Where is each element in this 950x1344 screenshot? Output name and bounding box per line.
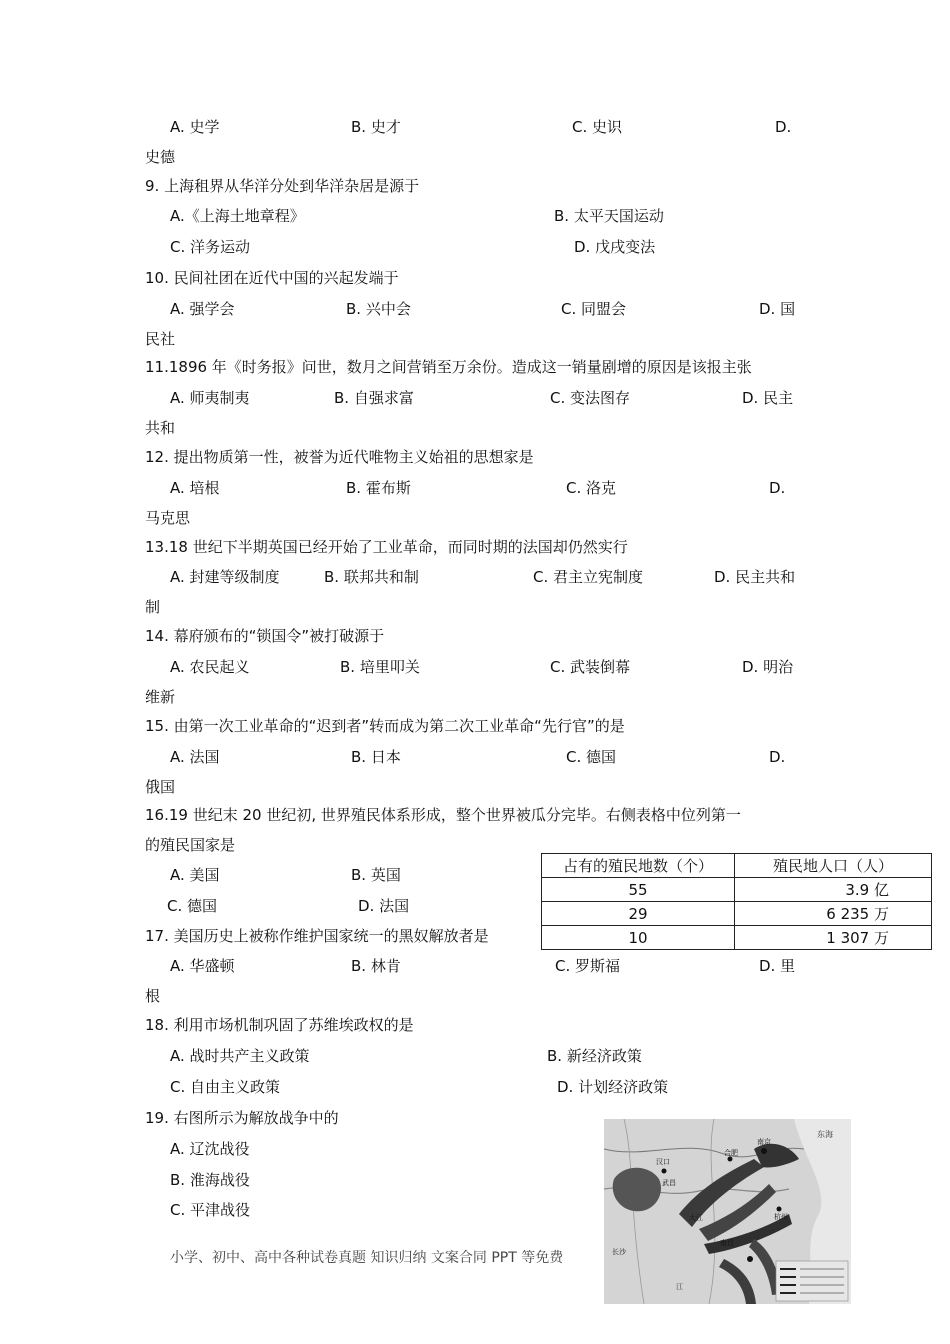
q9-option-b: B. 太平天国运动 (554, 207, 664, 225)
map-label: 东海 (817, 1130, 833, 1139)
q15-stem: 15. 由第一次工业革命的“迟到者”转而成为第二次工业革命“先行官”的是 (145, 717, 625, 735)
q17-stem: 17. 美国历史上被称作维护国家统一的黑奴解放者是 (145, 927, 489, 945)
q10-option-d-wrap: 民社 (145, 330, 176, 348)
q15-option-d: D. (769, 748, 786, 766)
q16-stem: 16.19 世纪末 20 世纪初, 世界殖民体系形成，整个世界被瓜分完毕。右侧表格中位列第一 (145, 806, 741, 824)
q18-option-c: C. 自由主义政策 (170, 1078, 281, 1096)
table-cell: 29 (542, 902, 735, 926)
q12-option-d-wrap: 马克思 (145, 509, 191, 527)
table-header-cell: 殖民地人口（人） (735, 854, 932, 878)
q18-stem: 18. 利用市场机制巩固了苏维埃政权的是 (145, 1016, 414, 1034)
q11-option-b: B. 自强求富 (334, 389, 414, 407)
q13-option-a: A. 封建等级制度 (170, 568, 280, 586)
table-cell: 10 (542, 926, 735, 950)
q16-option-c: C. 德国 (167, 897, 218, 915)
q10-option-c: C. 同盟会 (561, 300, 627, 318)
q11-option-a: A. 师夷制夷 (170, 389, 250, 407)
q10-option-d: D. 国 (759, 300, 796, 318)
q13-option-b: B. 联邦共和制 (324, 568, 419, 586)
q17-option-a: A. 华盛顿 (170, 957, 235, 975)
q15-option-d-wrap: 俄国 (145, 778, 176, 796)
q10-stem: 10. 民间社团在近代中国的兴起发端于 (145, 269, 399, 287)
map-label: 杭州 (774, 1213, 788, 1221)
q8-option-d: D. (775, 118, 792, 136)
map-label: 南京 (757, 1138, 771, 1146)
q13-option-d: D. 民主共和 (714, 568, 796, 586)
q16-option-b: B. 英国 (351, 866, 401, 884)
q11-option-c: C. 变法图存 (550, 389, 631, 407)
table-row (542, 902, 932, 926)
table-header-cell: 占有的殖民地数（个） (542, 854, 735, 878)
q13-option-d-wrap: 制 (145, 598, 161, 616)
table-row (542, 878, 932, 902)
q11-option-d-wrap: 共和 (145, 419, 176, 437)
q11-stem: 11.1896 年《时务报》问世，数月之间营销至万余份。造成这一销量剧增的原因是该报主张 (145, 358, 752, 376)
q10-option-b: B. 兴中会 (346, 300, 411, 318)
q10-option-a: A. 强学会 (170, 300, 235, 318)
q8-option-c: C. 史识 (572, 118, 623, 136)
q17-option-b: B. 林肯 (351, 957, 401, 975)
q14-option-b: B. 培里叩关 (340, 658, 420, 676)
q15-option-c: C. 德国 (566, 748, 617, 766)
map-label: 汉口 (656, 1158, 670, 1166)
table-cell: 6 235 万 (735, 902, 932, 926)
map-label: 大江 (689, 1214, 703, 1222)
table-cell: 1 307 万 (735, 926, 932, 950)
q9-option-d: D. 戊戌变法 (574, 238, 656, 256)
q14-option-d: D. 明治 (742, 658, 794, 676)
q18-option-a: A. 战时共产主义政策 (170, 1047, 310, 1065)
map-label: 长沙 (612, 1248, 626, 1256)
q12-option-c: C. 洛克 (566, 479, 617, 497)
q13-stem: 13.18 世纪下半期英国已经开始了工业革命，而同时期的法国却仍然实行 (145, 538, 628, 556)
q11-option-d: D. 民主 (742, 389, 794, 407)
q14-option-a: A. 农民起义 (170, 658, 250, 676)
q19-option-c: C. 平津战役 (170, 1201, 251, 1219)
table-row (542, 926, 932, 950)
q9-option-a: A.《上海土地章程》 (170, 207, 305, 225)
q14-option-c: C. 武装倒幕 (550, 658, 631, 676)
q17-option-d: D. 里 (759, 957, 796, 975)
q17-option-c: C. 罗斯福 (555, 957, 621, 975)
table-header-row (542, 854, 932, 878)
table-cell: 3.9 亿 (735, 878, 932, 902)
q8-option-a: A. 史学 (170, 118, 220, 136)
q12-option-d: D. (769, 479, 786, 497)
q9-stem: 9. 上海租界从华洋分处到华洋杂居是源于 (145, 177, 420, 195)
q14-option-d-wrap: 维新 (145, 688, 176, 706)
q16-option-a: A. 美国 (170, 866, 220, 884)
q9-option-c: C. 洋务运动 (170, 238, 251, 256)
q17-option-d-wrap: 根 (145, 987, 161, 1005)
colonial-table (541, 853, 932, 950)
q15-option-a: A. 法国 (170, 748, 220, 766)
q8-option-d-wrap: 史德 (145, 148, 176, 166)
map-label: 武昌 (662, 1179, 676, 1187)
q8-option-b: B. 史才 (351, 118, 401, 136)
battle-map-figure (604, 1119, 851, 1304)
q13-option-c: C. 君主立宪制度 (533, 568, 644, 586)
q16-option-d: D. 法国 (358, 897, 410, 915)
q18-option-b: B. 新经济政策 (547, 1047, 642, 1065)
footer-note: 小学、初中、高中各种试卷真题 知识归纳 文案合同 PPT 等免费 (170, 1250, 564, 1266)
q19-stem: 19. 右图所示为解放战争中的 (145, 1109, 339, 1127)
q18-option-d: D. 计划经济政策 (557, 1078, 669, 1096)
map-label: 江 (676, 1283, 683, 1291)
q16-stem-line2: 的殖民国家是 (145, 836, 236, 854)
q19-option-b: B. 淮海战役 (170, 1171, 250, 1189)
q12-stem: 12. 提出物质第一性，被誉为近代唯物主义始祖的思想家是 (145, 448, 534, 466)
map-label: 合肥 (724, 1149, 738, 1157)
map-label: 南昌 (720, 1239, 734, 1247)
q12-option-a: A. 培根 (170, 479, 220, 497)
q14-stem: 14. 幕府颁布的“锁国令”被打破源于 (145, 627, 385, 645)
q15-option-b: B. 日本 (351, 748, 401, 766)
q12-option-b: B. 霍布斯 (346, 479, 411, 497)
q19-option-a: A. 辽沈战役 (170, 1140, 250, 1158)
table-cell: 55 (542, 878, 735, 902)
